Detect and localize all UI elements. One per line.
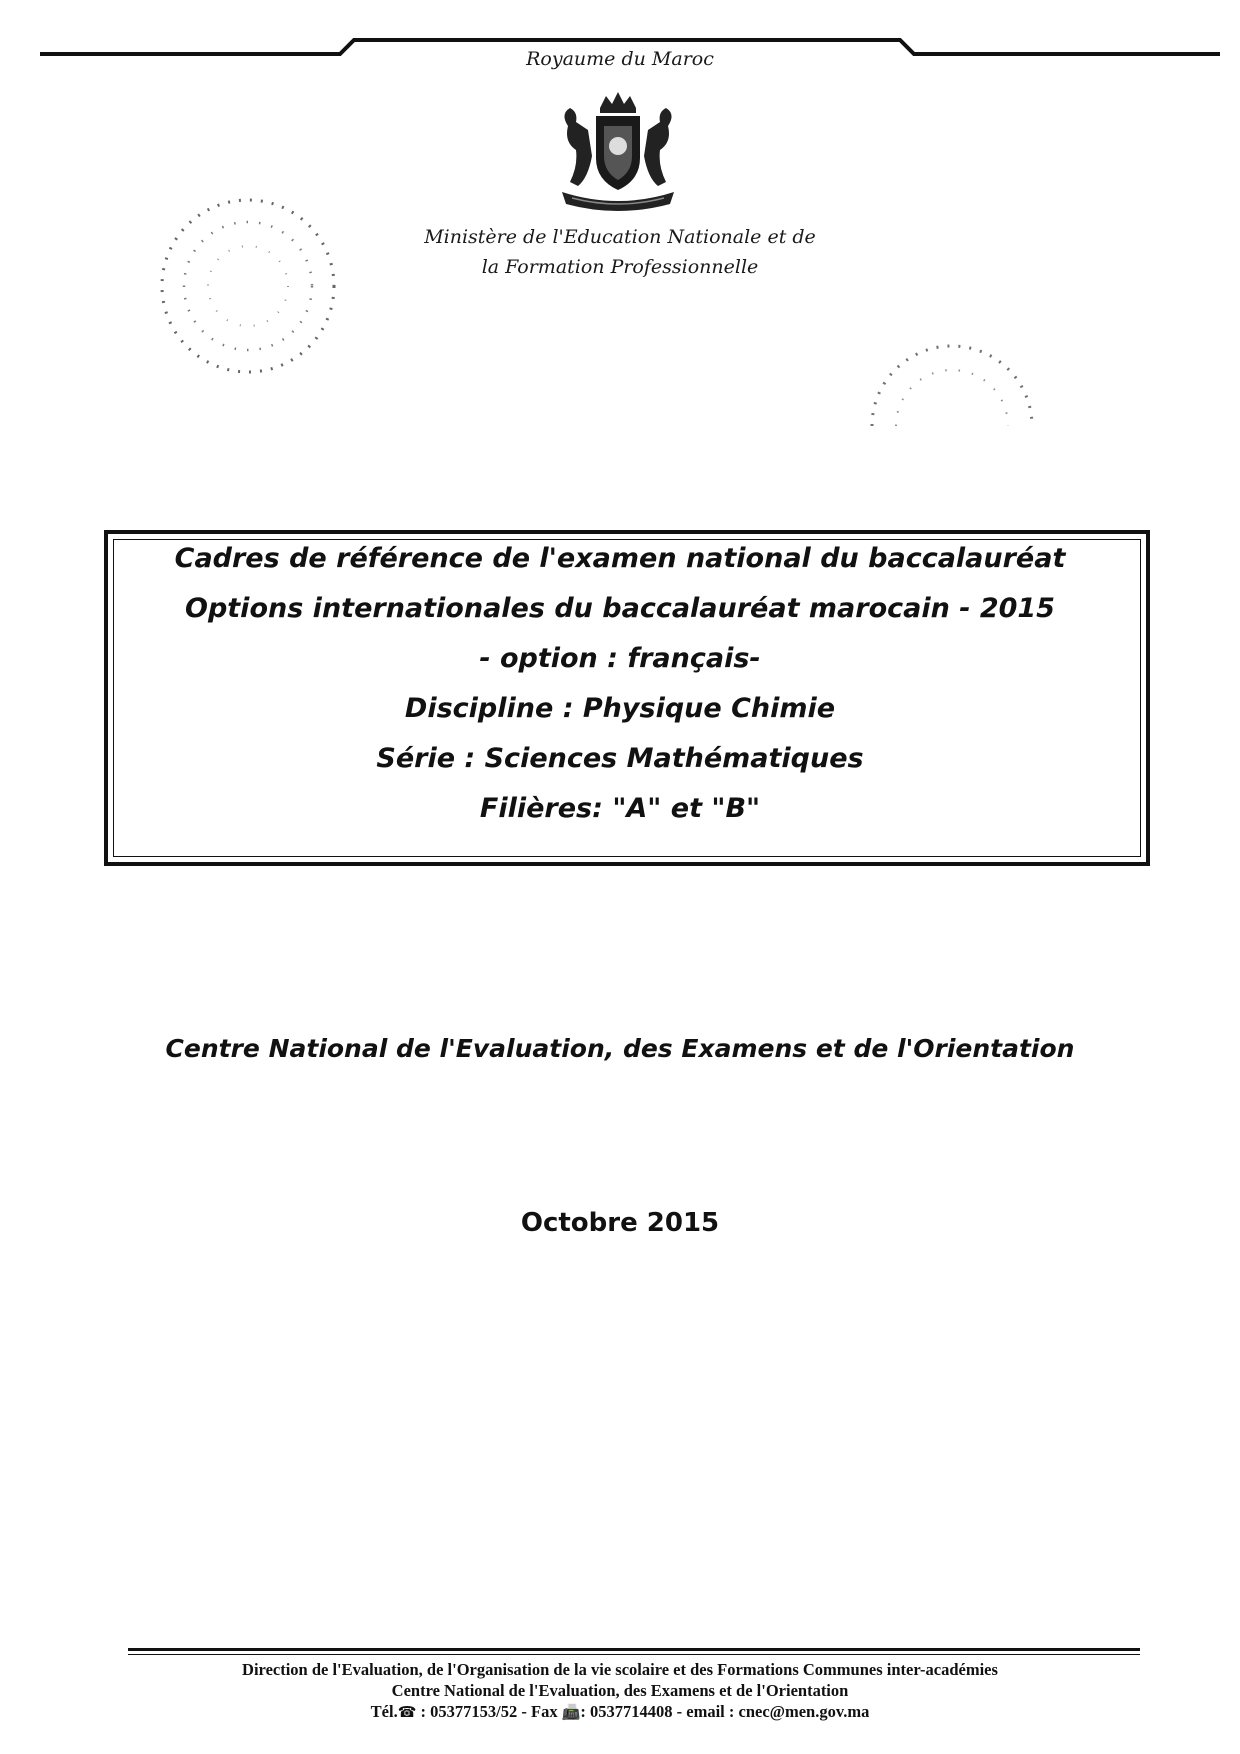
phone-icon: ☎ — [397, 1703, 417, 1721]
title-line-6: Filières: "A" et "B" — [479, 793, 761, 824]
ministry-name — [380, 222, 860, 282]
stamp-right-icon — [852, 296, 1052, 446]
footer-rule-thin — [128, 1654, 1140, 1655]
tel-number: : 05377153/52 — [420, 1702, 518, 1721]
fax-label: - Fax — [521, 1702, 558, 1721]
document-date: Octobre 2015 — [520, 1208, 720, 1238]
footer-line-1: Direction de l'Evaluation, de l'Organisation de la vie scolaire et des Formations Communes inter-académies — [242, 1660, 998, 1679]
email: - email : cnec@men.gov.ma — [676, 1702, 870, 1721]
fax-icon: 📠 — [561, 1703, 581, 1721]
centre-name: Centre National de l'Evaluation, des Examens et de l'Orientation — [165, 1034, 1075, 1063]
title-line-1: Cadres de référence de l'examen national du baccalauréat — [174, 543, 1066, 574]
footer-line-2: Centre National de l'Evaluation, des Examens et de l'Orientation — [391, 1681, 849, 1700]
ministry-line-1: Ministère de l'Education Nationale et de — [424, 226, 816, 248]
stamp-left-icon — [148, 186, 348, 386]
footer-rule — [128, 1648, 1140, 1651]
kingdom-heading: Royaume du Maroc — [526, 48, 714, 70]
fax-number: : 0537714408 — [580, 1702, 673, 1721]
footer-contact — [0, 1702, 1240, 1722]
tel-label: Tél. — [370, 1702, 398, 1721]
title-line-4: Discipline : Physique Chimie — [404, 693, 836, 724]
title-line-3: - option : français- — [479, 643, 761, 674]
title-line-5: Série : Sciences Mathématiques — [376, 743, 864, 774]
ministry-line-2: la Formation Professionnelle — [481, 256, 759, 278]
coat-of-arms-icon — [548, 86, 688, 214]
title-line-2: Options internationales du baccalauréat marocain - 2015 — [185, 593, 1055, 624]
